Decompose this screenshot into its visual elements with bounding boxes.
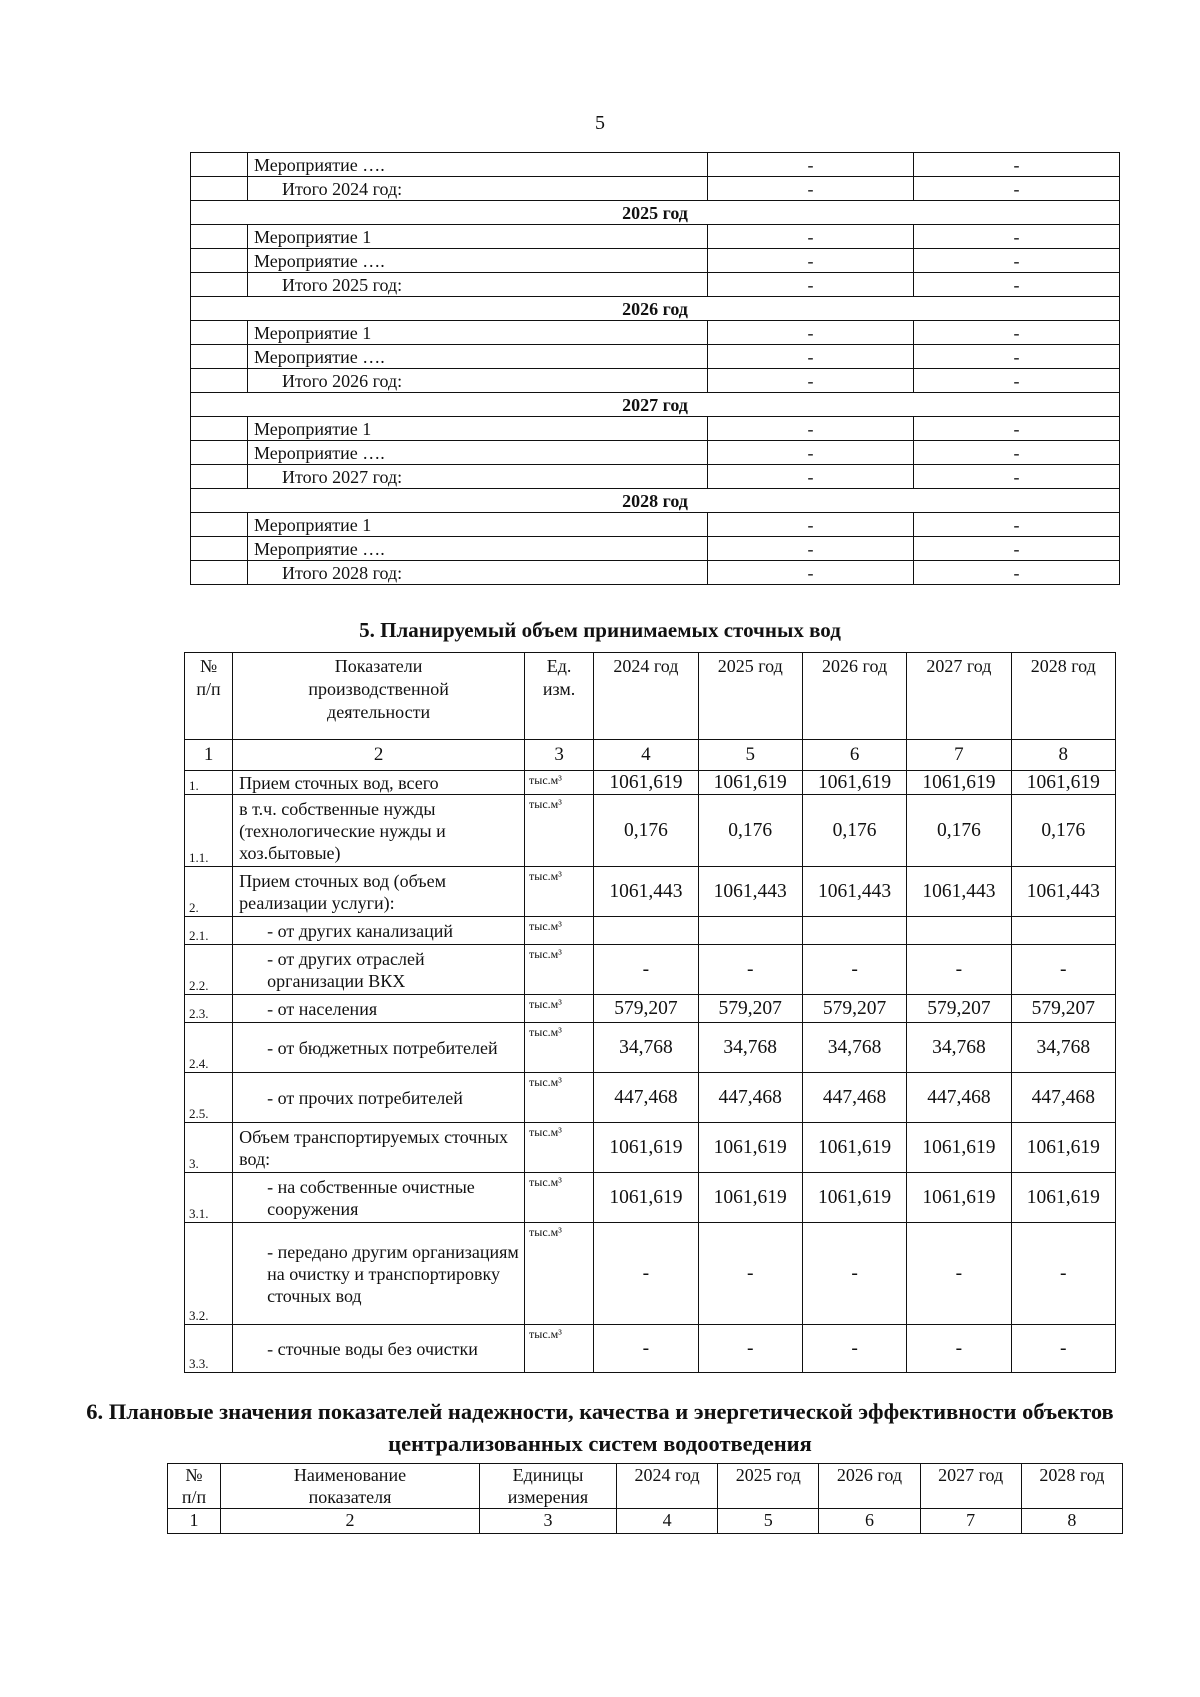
unit-cell: тыс.м³ xyxy=(525,795,594,867)
header-2025: 2025 год xyxy=(698,653,802,740)
value-cell: 1061,443 xyxy=(802,867,906,917)
activity-value: - xyxy=(708,369,914,393)
row-number: 1. xyxy=(185,771,233,795)
value-cell: 1061,443 xyxy=(907,867,1011,917)
reliability-indicators-table xyxy=(167,1463,1123,1534)
unit-cell: тыс.м³ xyxy=(525,1073,594,1123)
activity-name: Мероприятие …. xyxy=(248,441,708,465)
value-cell: 447,468 xyxy=(1011,1073,1115,1123)
activity-value: - xyxy=(914,417,1120,441)
table-row xyxy=(191,273,1120,297)
table-row xyxy=(191,465,1120,489)
column-number: 5 xyxy=(718,1509,819,1534)
activity-value: - xyxy=(708,465,914,489)
section-5-title: 5. Планируемый объем принимаемых сточных вод xyxy=(359,618,841,642)
table-row xyxy=(191,177,1120,201)
table-row xyxy=(191,249,1120,273)
value-cell: 1061,619 xyxy=(907,1123,1011,1173)
activity-value: - xyxy=(708,537,914,561)
row-number-cell xyxy=(191,537,248,561)
year-header-row xyxy=(191,297,1120,321)
header-2024: 2024 год xyxy=(617,1464,718,1509)
header-indicator-name: Наименование показателя xyxy=(221,1464,480,1509)
total-label: Итого 2025 год: xyxy=(248,273,708,297)
activity-value: - xyxy=(708,345,914,369)
value-cell: 579,207 xyxy=(1011,995,1115,1023)
column-number: 7 xyxy=(920,1509,1021,1534)
value-cell: 1061,619 xyxy=(594,1173,698,1223)
activity-value: - xyxy=(914,345,1120,369)
indicator-name: - на собственные очистные сооружения xyxy=(233,1173,525,1223)
indicator-name: - от других канализаций xyxy=(233,917,525,945)
value-cell: 1061,619 xyxy=(698,1123,802,1173)
table-row xyxy=(191,537,1120,561)
indicator-name: - от бюджетных потребителей xyxy=(233,1023,525,1073)
value-cell: 0,176 xyxy=(1011,795,1115,867)
value-cell: 447,468 xyxy=(802,1073,906,1123)
row-number: 2.3. xyxy=(185,995,233,1023)
section-6-title: 6. Плановые значения показателей надежности, качества и энергетической эффективности объектов централизованных систем водоотведения xyxy=(86,1399,1114,1456)
value-cell: 447,468 xyxy=(907,1073,1011,1123)
activity-value: - xyxy=(914,225,1120,249)
table-row xyxy=(185,1173,1116,1223)
value-cell: 1061,619 xyxy=(907,1173,1011,1223)
unit-cell: тыс.м³ xyxy=(525,1173,594,1223)
table-row xyxy=(191,153,1120,177)
activity-name: Мероприятие …. xyxy=(248,249,708,273)
value-cell xyxy=(802,917,906,945)
indicator-name: - от прочих потребителей xyxy=(233,1073,525,1123)
header-2027: 2027 год xyxy=(920,1464,1021,1509)
column-number: 8 xyxy=(1021,1509,1122,1534)
activity-value: - xyxy=(914,177,1120,201)
row-number: 3.1. xyxy=(185,1173,233,1223)
table-row xyxy=(191,321,1120,345)
row-number-cell xyxy=(191,225,248,249)
table-row xyxy=(191,225,1120,249)
value-cell: 579,207 xyxy=(907,995,1011,1023)
row-number-cell xyxy=(191,153,248,177)
value-cell: - xyxy=(802,1223,906,1325)
table-row xyxy=(191,441,1120,465)
column-number: 3 xyxy=(480,1509,617,1534)
table-row xyxy=(185,1123,1116,1173)
row-number-cell xyxy=(191,369,248,393)
value-cell: 0,176 xyxy=(802,795,906,867)
wastewater-volume-table xyxy=(184,652,1116,1373)
column-number: 4 xyxy=(617,1509,718,1534)
indicator-name: - передано другим организациям на очистку и транспортировку сточных вод xyxy=(233,1223,525,1325)
table-row xyxy=(185,995,1116,1023)
indicator-name: Объем транспортируемых сточных вод: xyxy=(233,1123,525,1173)
activity-value: - xyxy=(708,225,914,249)
year-header-row xyxy=(191,201,1120,225)
table-row xyxy=(185,867,1116,917)
activity-name: Мероприятие 1 xyxy=(248,321,708,345)
year-label: 2028 год xyxy=(191,489,1120,513)
value-cell: 579,207 xyxy=(698,995,802,1023)
activity-value: - xyxy=(914,537,1120,561)
year-label: 2026 год xyxy=(191,297,1120,321)
value-cell: 34,768 xyxy=(1011,1023,1115,1073)
activity-plan-table xyxy=(190,152,1120,585)
table-row xyxy=(191,513,1120,537)
value-cell: - xyxy=(907,1223,1011,1325)
header-2025: 2025 год xyxy=(718,1464,819,1509)
header-2026: 2026 год xyxy=(819,1464,920,1509)
value-cell: 447,468 xyxy=(594,1073,698,1123)
value-cell: 1061,619 xyxy=(1011,771,1115,795)
activity-value: - xyxy=(708,441,914,465)
activity-name: Мероприятие 1 xyxy=(248,513,708,537)
value-cell: - xyxy=(802,945,906,995)
value-cell: 1061,619 xyxy=(698,1173,802,1223)
value-cell: 1061,443 xyxy=(594,867,698,917)
header-number: № п/п xyxy=(185,653,233,740)
year-header-row xyxy=(191,489,1120,513)
total-label: Итого 2024 год: xyxy=(248,177,708,201)
activity-value: - xyxy=(914,273,1120,297)
unit-cell: тыс.м³ xyxy=(525,867,594,917)
value-cell: 1061,443 xyxy=(698,867,802,917)
column-number: 3 xyxy=(525,740,594,771)
value-cell: 1061,619 xyxy=(802,1123,906,1173)
activity-value: - xyxy=(914,441,1120,465)
year-label: 2025 год xyxy=(191,201,1120,225)
column-number: 6 xyxy=(819,1509,920,1534)
value-cell: - xyxy=(1011,945,1115,995)
column-number: 1 xyxy=(185,740,233,771)
row-number: 2.5. xyxy=(185,1073,233,1123)
column-number: 2 xyxy=(221,1509,480,1534)
column-number: 8 xyxy=(1011,740,1115,771)
row-number-cell xyxy=(191,465,248,489)
value-cell: 0,176 xyxy=(907,795,1011,867)
row-number: 2. xyxy=(185,867,233,917)
activity-value: - xyxy=(708,273,914,297)
activity-value: - xyxy=(914,369,1120,393)
row-number: 1.1. xyxy=(185,795,233,867)
activity-name: Мероприятие 1 xyxy=(248,417,708,441)
value-cell xyxy=(1011,917,1115,945)
value-cell xyxy=(907,917,1011,945)
value-cell: 1061,619 xyxy=(907,771,1011,795)
column-number: 7 xyxy=(907,740,1011,771)
table-header-row xyxy=(168,1464,1123,1509)
row-number: 3. xyxy=(185,1123,233,1173)
column-number: 6 xyxy=(802,740,906,771)
value-cell: 1061,443 xyxy=(1011,867,1115,917)
activity-value: - xyxy=(914,321,1120,345)
value-cell xyxy=(594,917,698,945)
header-number: № п/п xyxy=(168,1464,221,1509)
table-row xyxy=(185,945,1116,995)
table-row xyxy=(185,1073,1116,1123)
row-number-cell xyxy=(191,561,248,585)
activity-name: Мероприятие …. xyxy=(248,153,708,177)
row-number-cell xyxy=(191,417,248,441)
year-label: 2027 год xyxy=(191,393,1120,417)
value-cell: 447,468 xyxy=(698,1073,802,1123)
total-label: Итого 2026 год: xyxy=(248,369,708,393)
row-number: 2.2. xyxy=(185,945,233,995)
unit-cell: тыс.м³ xyxy=(525,945,594,995)
value-cell: 579,207 xyxy=(802,995,906,1023)
row-number-cell xyxy=(191,441,248,465)
row-number: 2.1. xyxy=(185,917,233,945)
activity-value: - xyxy=(708,177,914,201)
unit-cell: тыс.м³ xyxy=(525,995,594,1023)
activity-name: Мероприятие 1 xyxy=(248,225,708,249)
column-number-row xyxy=(185,740,1116,771)
value-cell: - xyxy=(1011,1223,1115,1325)
unit-cell: тыс.м³ xyxy=(525,1223,594,1325)
row-number-cell xyxy=(191,177,248,201)
value-cell: - xyxy=(1011,1325,1115,1373)
value-cell: 1061,619 xyxy=(594,1123,698,1173)
total-label: Итого 2028 год: xyxy=(248,561,708,585)
activity-value: - xyxy=(914,249,1120,273)
value-cell: 34,768 xyxy=(907,1023,1011,1073)
value-cell: 1061,619 xyxy=(698,771,802,795)
activity-value: - xyxy=(914,561,1120,585)
row-number-cell xyxy=(191,321,248,345)
table-row xyxy=(191,561,1120,585)
activity-value: - xyxy=(708,561,914,585)
table-row xyxy=(185,1223,1116,1325)
activity-value: - xyxy=(708,249,914,273)
total-label: Итого 2027 год: xyxy=(248,465,708,489)
activity-name: Мероприятие …. xyxy=(248,537,708,561)
row-number-cell xyxy=(191,249,248,273)
value-cell: 34,768 xyxy=(802,1023,906,1073)
activity-value: - xyxy=(708,417,914,441)
value-cell: - xyxy=(907,1325,1011,1373)
page-number: 5 xyxy=(595,112,605,134)
activity-value: - xyxy=(914,153,1120,177)
table-row xyxy=(191,417,1120,441)
table-row xyxy=(191,369,1120,393)
value-cell: - xyxy=(698,1325,802,1373)
value-cell: 1061,619 xyxy=(1011,1123,1115,1173)
indicator-name: - от других отраслей организации ВКХ xyxy=(233,945,525,995)
header-unit: Единицы измерения xyxy=(480,1464,617,1509)
table-row xyxy=(185,795,1116,867)
row-number-cell xyxy=(191,345,248,369)
value-cell: - xyxy=(802,1325,906,1373)
indicator-name: в т.ч. собственные нужды (технологические нужды и хоз.бытовые) xyxy=(233,795,525,867)
indicator-name: - от населения xyxy=(233,995,525,1023)
value-cell: 0,176 xyxy=(698,795,802,867)
row-number-cell xyxy=(191,273,248,297)
indicator-name: - сточные воды без очистки xyxy=(233,1325,525,1373)
table-row xyxy=(185,1325,1116,1373)
row-number: 2.4. xyxy=(185,1023,233,1073)
column-number: 4 xyxy=(594,740,698,771)
row-number-cell xyxy=(191,513,248,537)
table-row xyxy=(191,345,1120,369)
header-indicator: Показатели производственной деятельности xyxy=(233,653,525,740)
value-cell: 34,768 xyxy=(698,1023,802,1073)
column-number-row xyxy=(168,1509,1123,1534)
value-cell: - xyxy=(594,945,698,995)
value-cell: - xyxy=(907,945,1011,995)
unit-cell: тыс.м³ xyxy=(525,1325,594,1373)
header-2028: 2028 год xyxy=(1011,653,1115,740)
value-cell: 579,207 xyxy=(594,995,698,1023)
value-cell: 1061,619 xyxy=(802,1173,906,1223)
column-number: 5 xyxy=(698,740,802,771)
header-2026: 2026 год xyxy=(802,653,906,740)
table-row xyxy=(185,771,1116,795)
row-number: 3.3. xyxy=(185,1325,233,1373)
activity-value: - xyxy=(708,153,914,177)
value-cell: - xyxy=(698,1223,802,1325)
table-row xyxy=(185,917,1116,945)
activity-value: - xyxy=(708,321,914,345)
year-header-row xyxy=(191,393,1120,417)
value-cell: 1061,619 xyxy=(1011,1173,1115,1223)
indicator-name: Прием сточных вод (объем реализации услуги): xyxy=(233,867,525,917)
column-number: 1 xyxy=(168,1509,221,1534)
header-2027: 2027 год xyxy=(907,653,1011,740)
activity-value: - xyxy=(914,513,1120,537)
unit-cell: тыс.м³ xyxy=(525,1123,594,1173)
value-cell: - xyxy=(698,945,802,995)
table-row xyxy=(185,1023,1116,1073)
value-cell: 1061,619 xyxy=(802,771,906,795)
activity-name: Мероприятие …. xyxy=(248,345,708,369)
value-cell xyxy=(698,917,802,945)
header-2024: 2024 год xyxy=(594,653,698,740)
header-2028: 2028 год xyxy=(1021,1464,1122,1509)
unit-cell: тыс.м³ xyxy=(525,771,594,795)
value-cell: - xyxy=(594,1325,698,1373)
unit-cell: тыс.м³ xyxy=(525,917,594,945)
activity-value: - xyxy=(708,513,914,537)
value-cell: 0,176 xyxy=(594,795,698,867)
column-number: 2 xyxy=(233,740,525,771)
indicator-name: Прием сточных вод, всего xyxy=(233,771,525,795)
value-cell: 1061,619 xyxy=(594,771,698,795)
row-number: 3.2. xyxy=(185,1223,233,1325)
unit-cell: тыс.м³ xyxy=(525,1023,594,1073)
value-cell: - xyxy=(594,1223,698,1325)
activity-value: - xyxy=(914,465,1120,489)
header-unit: Ед. изм. xyxy=(525,653,594,740)
table-header-row xyxy=(185,653,1116,740)
value-cell: 34,768 xyxy=(594,1023,698,1073)
